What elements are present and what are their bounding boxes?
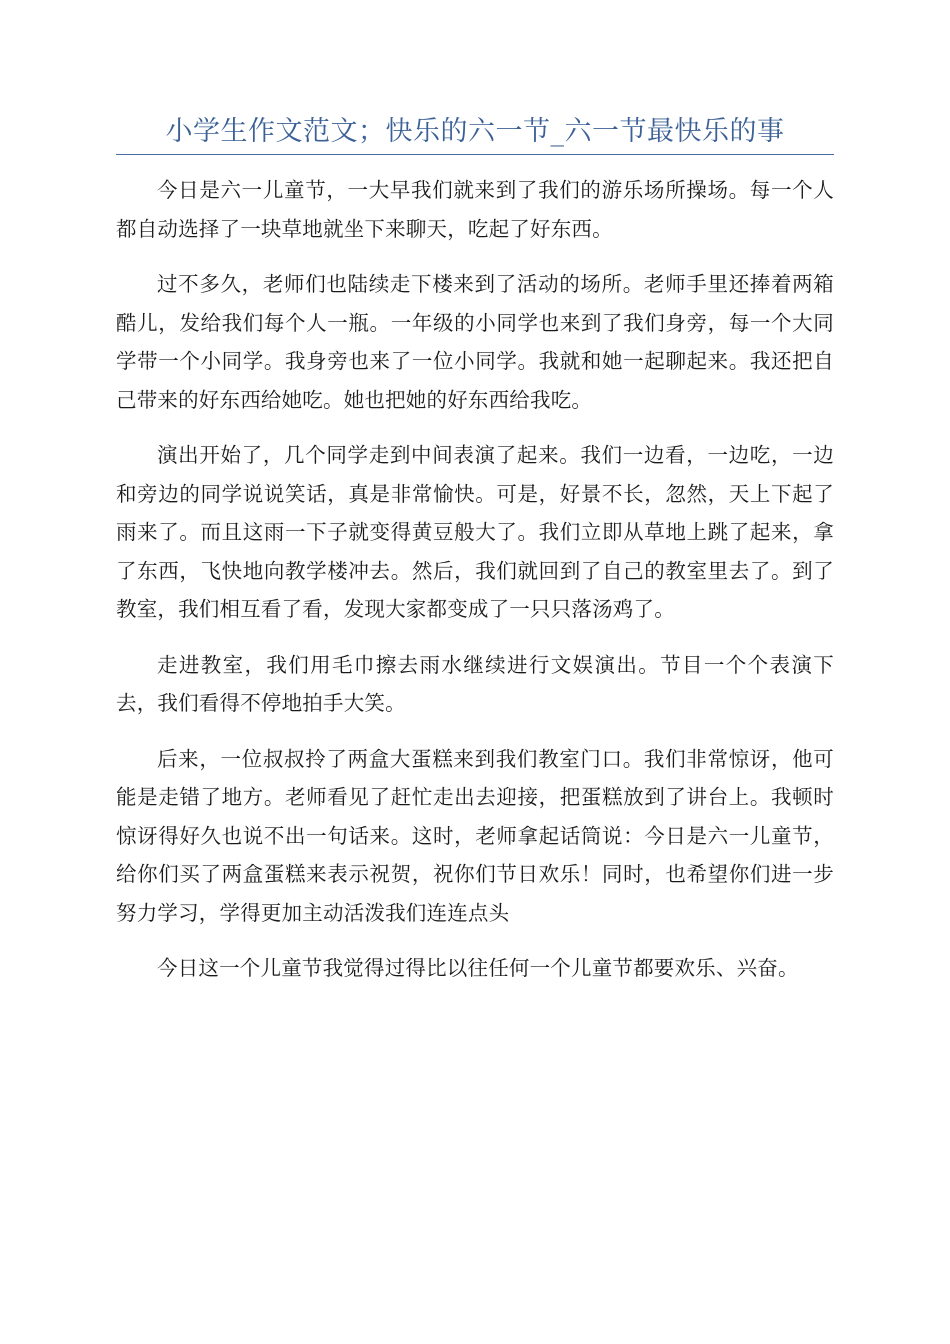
document-title: 小学生作文范文；快乐的六一节_六一节最快乐的事 (165, 116, 785, 147)
document-body (116, 171, 834, 1005)
paragraph-1: 今日是六一儿童节，一大早我们就来到了我们的游乐场所操场。每一个人都自动选择了一块草地就坐下来聊天，吃起了好东西。 (116, 178, 834, 241)
paragraph-6: 今日这一个儿童节我觉得过得比以往任何一个儿童节都要欢乐、兴奋。 (157, 956, 799, 980)
paragraph-3: 演出开始了，几个同学走到中间表演了起来。我们一边看，一边吃，一边和旁边的同学说说笑话，真是非常愉快。可是，好景不长，忽然，天上下起了雨来了。而且这雨一下子就变得黄豆般大了。我们立即从草地上跳了起来，拿了东西，飞快地向教学楼冲去。然后，我们就回到了自己的教室里去了。到了教室，我们相互看了看，发现大家都变成了一只只落汤鸡了。 (116, 443, 834, 621)
paragraph-4: 走进教室，我们用毛巾擦去雨水继续进行文娱演出。节目一个个表演下去，我们看得不停地拍手大笑。 (116, 652, 834, 715)
title-block (116, 114, 834, 155)
paragraph-5: 后来，一位叔叔拎了两盒大蛋糕来到我们教室门口。我们非常惊讶，他可能是走错了地方。老师看见了赶忙走出去迎接，把蛋糕放到了讲台上。我顿时惊讶得好久也说不出一句话来。这时，老师拿起话筒说：今日是六一儿童节，给你们买了两盒蛋糕来表示祝贺，祝你们节日欢乐！同时，也希望你们进一步努力学习，学得更加主动活泼我们连连点头 (116, 746, 834, 925)
paragraph-2: 过不多久，老师们也陆续走下楼来到了活动的场所。老师手里还捧着两箱酷儿，发给我们每个人一瓶。一年级的小同学也来到了我们身旁，每一个大同学带一个小同学。我身旁也来了一位小同学。我就和她一起聊起来。我还把自己带来的好东西给她吃。她也把她的好东西给我吃。 (116, 272, 834, 412)
